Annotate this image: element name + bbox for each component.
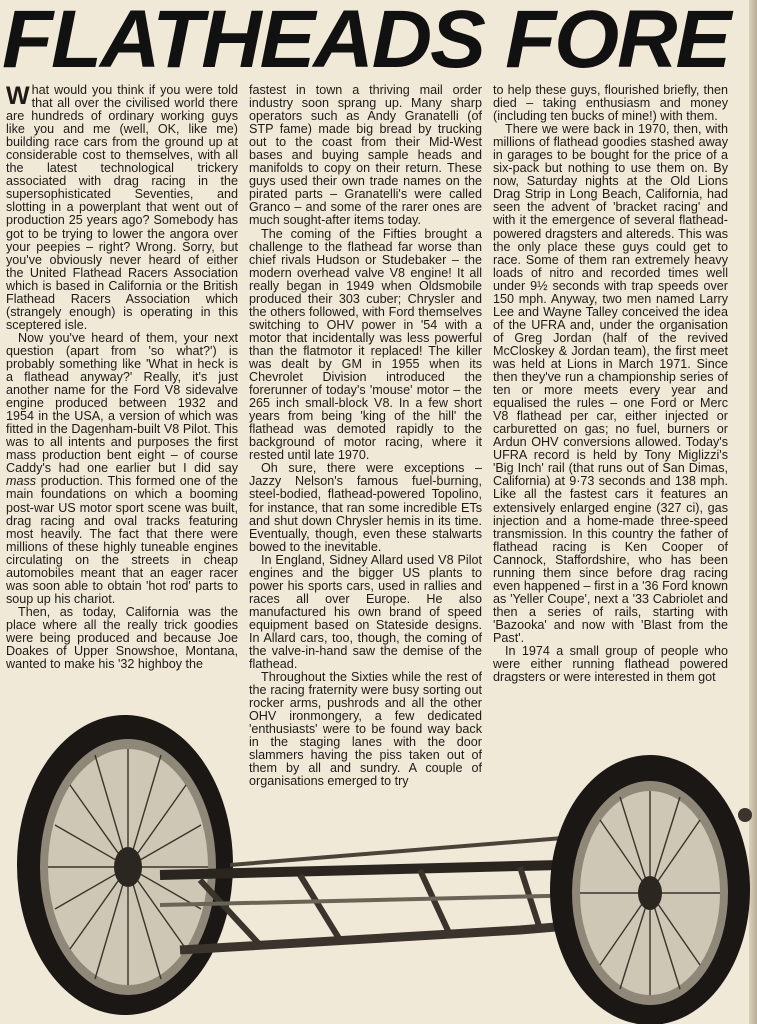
paragraph: Throughout the Sixties while the rest of the racing fraternity were busy sorting out rocker arms, pushrods and all the other OHV ironmongery, a few dedicated 'enthusiasts' were to be found way back in the staging lanes with the door slammers having the piss taken out of them by all and sundry. A couple of organisations emerged to try xyxy=(249,670,482,789)
left-spoked-wheel xyxy=(17,715,233,1015)
drop-cap: W xyxy=(6,82,30,110)
paragraph: Now you've heard of them, your next question (apart from 'so what?') is probably something like 'What in heck is a flathead anyway?' Really, it's just another name for the Ford V8 sidevalve engine produced between 1932 and 1954 in the USA, a version of which was fitted in the Dagenham-built V8 Pilot. This was to all intents and purposes the first mass production bent eight – of course Caddy's had one earlier but I did say mass production. This formed one of the main foundations on which a booming post-war US motor sport scene was built, drag racing and oval tracks featuring most heavily. The fact that there were millions of these highly tuneable engines circulating on the streets in cheap automobiles meant that an eager racer was soon able to obtain 'hot rod' parts to soup up his chariot. xyxy=(6,330,238,606)
paragraph: Oh sure, there were exceptions – Jazzy Nelson's famous fuel-burning, steel-bodied, flathead-powered Topolino, for instance, that ran some incredible ETs and shut down Chrysler hemis in its time. Eventually, though, even these stalwarts bowed to the inevitable. xyxy=(249,461,482,554)
hub-nut xyxy=(738,808,752,822)
paragraph: What would you think if you were told that all over the civilised world there are hundreds of ordinary working guys like you and me (well, OK, like me) building race cars from the ground up at considerable cost to themselves, with all the latest technological trickery associated with drag racing in the supersophisticated Seventies, and slotting in a powerplant that went out of production 25 years ago? Somebody has got to be trying to lower the angora over your peepies – right? Wrong. Sorry, but you've obviously never heard of either the United Flathead Racers Association which is based in California or the British Flathead Racers Association which (strangely enough) is operating in this sceptered isle. xyxy=(6,82,238,332)
paragraph: There we were back in 1970, then, with millions of flathead goodies stashed away in garages to be bought for the price of a six-pack but nothing to use them on. By now, Saturday nights at the Old Lions Drag Strip in Long Beach, California, had seen the advent of 'bracket racing' and with it the emergence of several flathead-powered dragsters and altereds. This was the only place these guys could get to race. Some of them ran extremely heavy loads of nitro and recorded times well under 9½ seconds with trap speeds over 150 mph. Anyway, two men named Larry Lee and Wayne Talley conceived the idea of the UFRA and, under the organisation of Greg Jordan (half of the revived McCloskey & Jordan team), the first meet was held at Lions in March 1971. Since then they've run a championship series of ten or more meets every year and equalised the rules – one Ford or Merc V8 flathead per car, either injected or carburetted on gas; no fuel, burners or Ardun OHV conversions allowed. Today's UFRA record is held by Tony Miglizzi's 'Big Inch' rail (that runs out of San Dimas, California) at 9·73 seconds and 138 mph. Like all the fastest cars it features an extensively enlarged engine (327 ci), gas injection and a home-made three-speed transmission. In this country the father of flathead racing is Ken Cooper of Cannock, Staffordshire, who has been running them since before drag racing even happened – first in a '36 Ford known as 'Yeller Coupe', next a '33 Cabriolet and then a series of rails, starting with 'Bazooka' and now with 'Blast from the Past'. xyxy=(493,122,728,645)
right-spoked-wheel xyxy=(550,755,750,1024)
article-column-3 xyxy=(493,84,728,684)
paragraph: to help these guys, flourished briefly, then died – taking enthusiasm and money (including ten bucks of mine!) with them. xyxy=(493,83,728,124)
paragraph: fastest in town a thriving mail order industry soon sprang up. Many sharp operators such as Andy Granatelli (of STP fame) made big bread by trucking out to the coast from their Mid-West bases and buying sample heads and manifolds to copy on their return. These guys used their own trade names on the pirated parts – Granatelli's were called Granco – and some of the rarer ones are much sought-after items today. xyxy=(249,83,482,228)
article-column-1 xyxy=(6,84,238,671)
paragraph: In 1974 a small group of people who were either running flathead powered dragsters or were interested in them got xyxy=(493,644,728,685)
paragraph: In England, Sidney Allard used V8 Pilot engines and the bigger US plants to power his sports cars, used in rallies and races all over Europe. He also manufactured his own brand of speed equipment based on Stateside designs. In Allard cars, too, though, the coming of the valve-in-hand saw the demise of the flathead. xyxy=(249,552,482,672)
paragraph: The coming of the Fifties brought a challenge to the flathead far worse than chief rivals Hudson or Studebaker – the modern overhead valve V8 engine! It all really began in 1949 when Oldsmobile produced their 303 cuber; Chrysler and the others followed, with Ford themselves switching to OHV power in '54 with a motor that incidentally was less powerful than the flatmotor it replaced! The killer was dealt by GM in 1955 when its Chevrolet Division introduced the forerunner of today's 'mouse' motor – the 265 inch small-block V8. In a few short years from being 'king of the hill' the flathead was demoted rapidly to the background of motor racing, where it rested until late 1970. xyxy=(249,226,482,463)
dragster-chassis-photo xyxy=(0,715,757,1024)
headline: FLATHEADS FORE xyxy=(2,0,730,80)
paragraph: Then, as today, California was the place where all the really trick goodies were being produced and because Joe Doakes of Upper Snowshoe, Montana, wanted to make his '32 highboy the xyxy=(6,604,238,672)
emphasis: mass xyxy=(6,474,37,489)
article-column-2 xyxy=(249,84,482,789)
